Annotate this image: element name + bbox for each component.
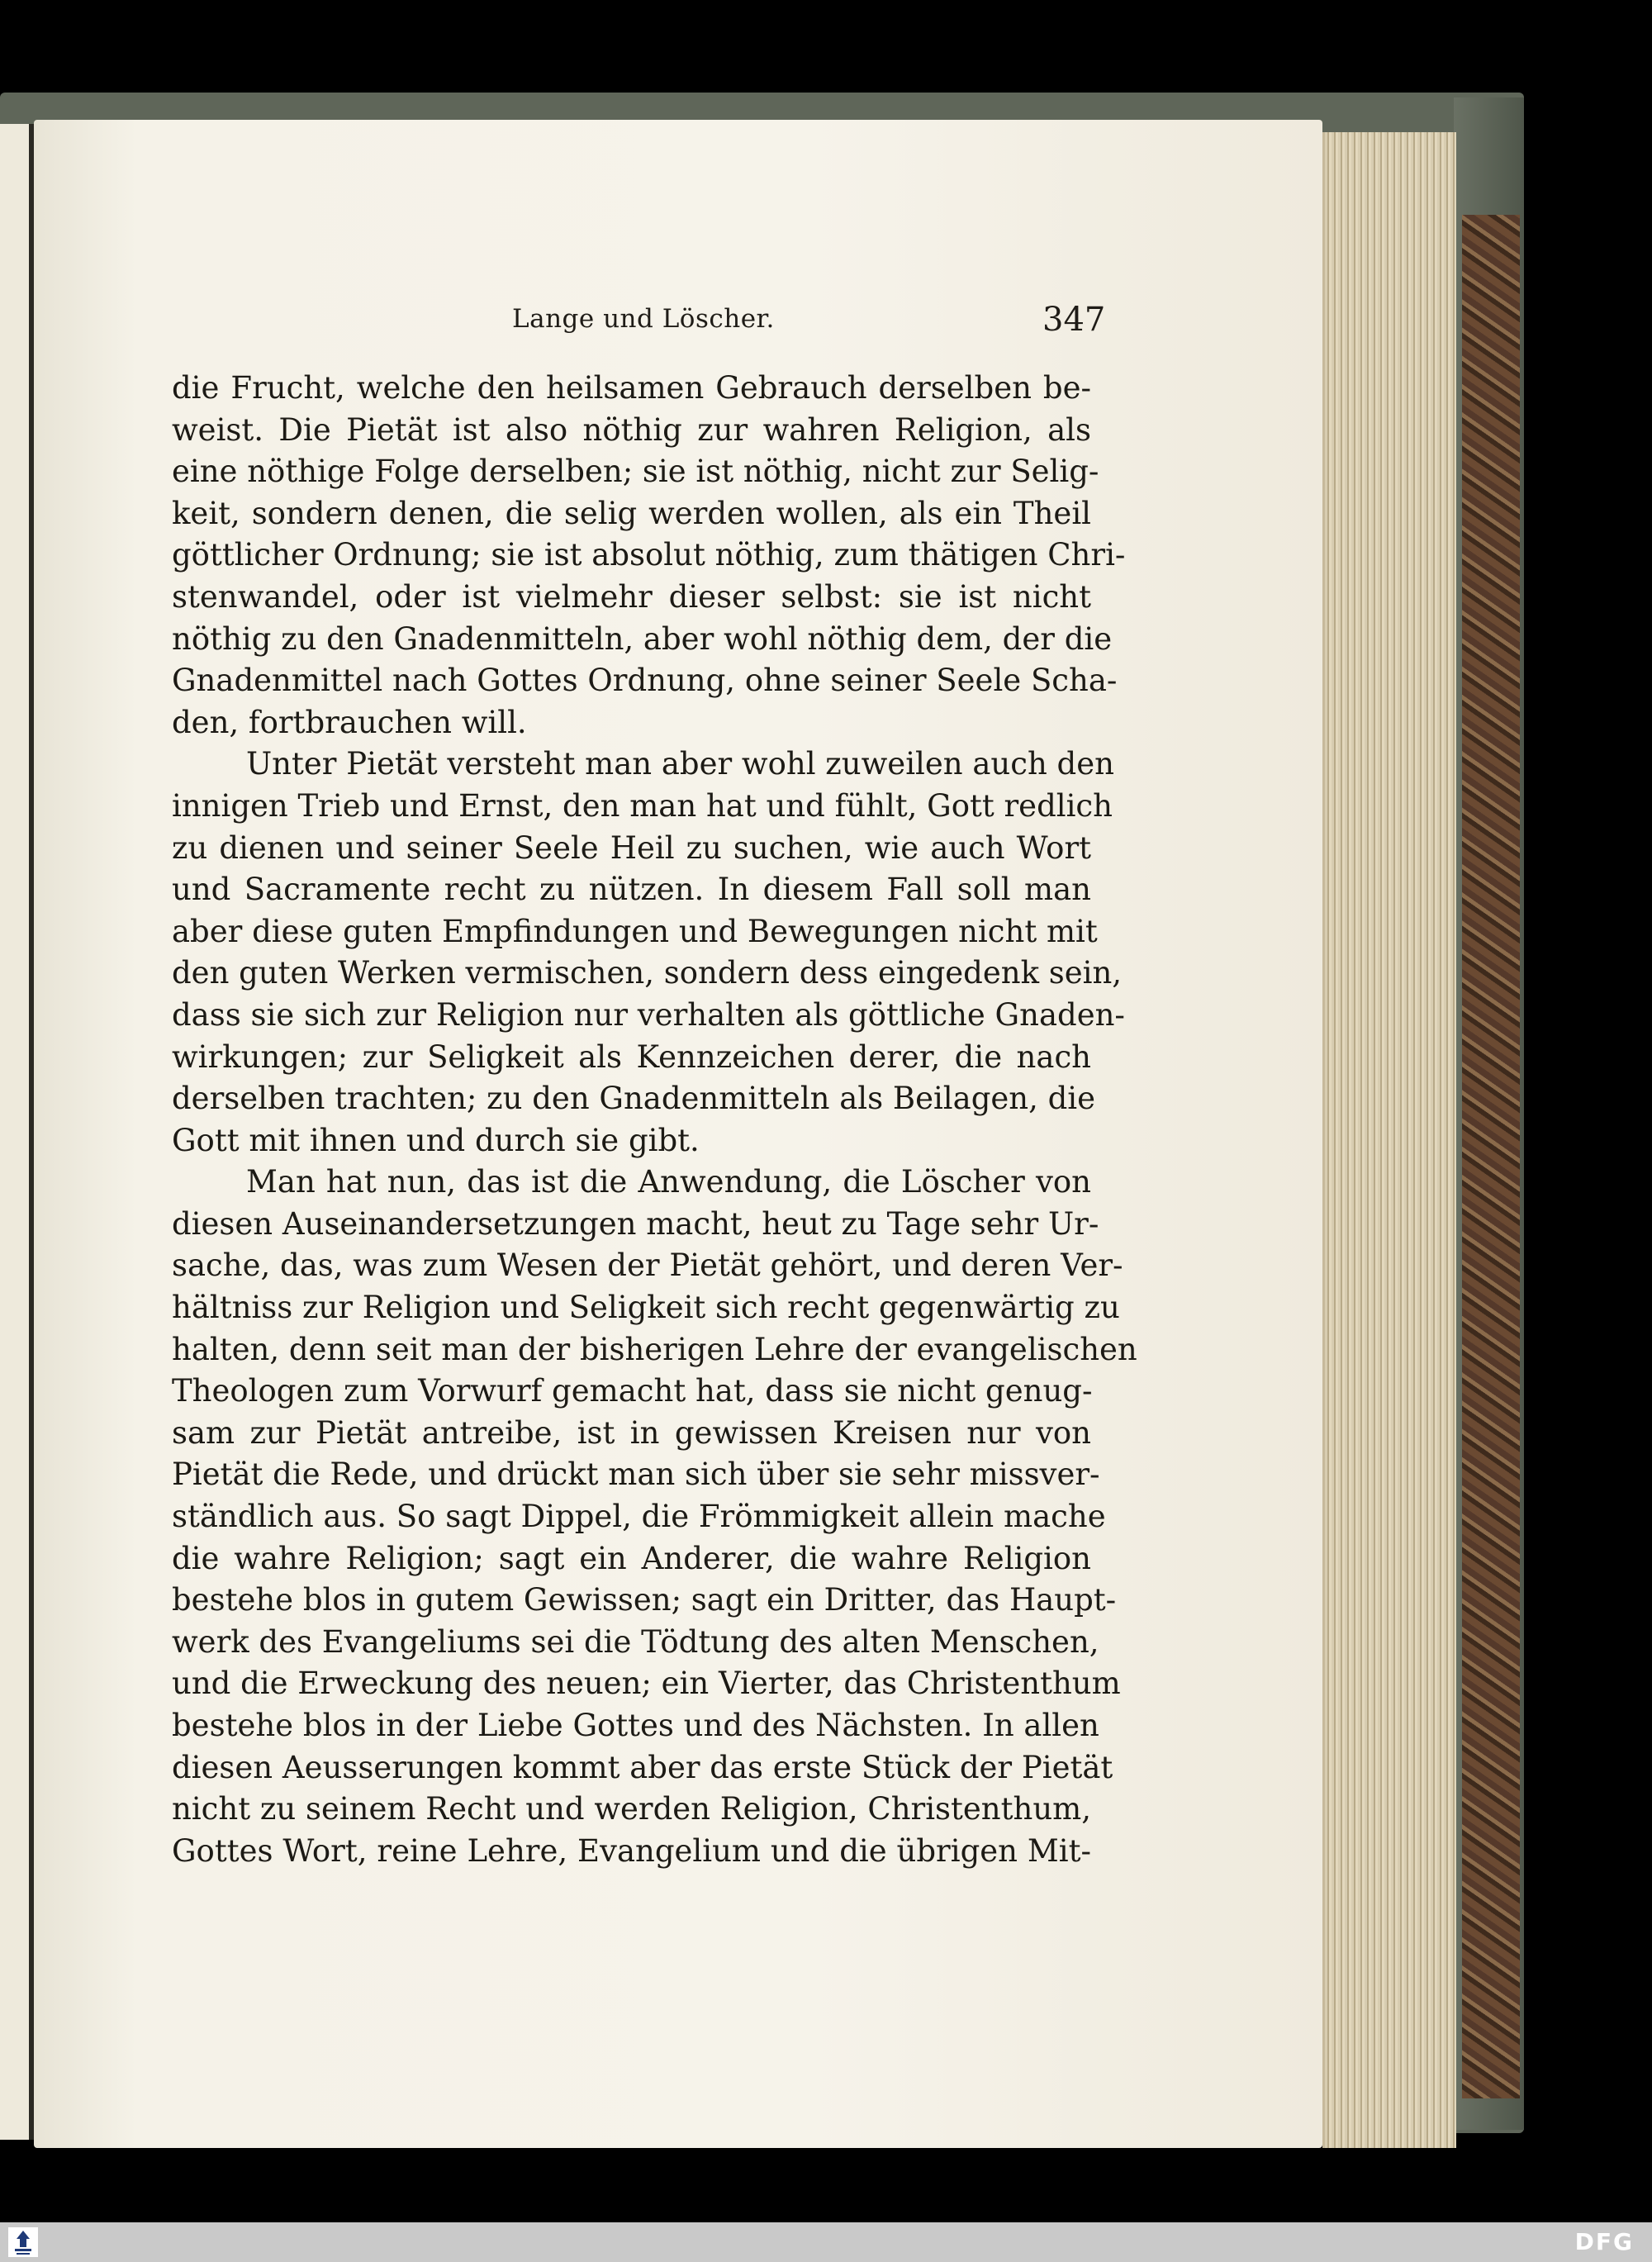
body-text — [172, 368, 1137, 1872]
text-line: wirkungen; zur Seligkeit als Kennzeichen derer, die nach — [172, 1038, 1091, 1075]
text-line: dass sie sich zur Religion nur verhalten als göttliche Gnaden- — [172, 996, 1125, 1033]
page-block-edges — [1322, 132, 1456, 2148]
dfg-label: DFG — [1574, 2228, 1634, 2255]
text-line: stenwandel, oder ist vielmehr dieser selbst: sie ist nicht — [172, 578, 1091, 615]
text-line: innigen Trieb und Ernst, den man hat und fühlt, Gott redlich — [172, 787, 1113, 824]
text-line: eine nöthige Folge derselben; sie ist nöthig, nicht zur Selig- — [172, 454, 1099, 490]
text-line: und die Erweckung des neuen; ein Vierter, das Christenthum — [172, 1666, 1121, 1702]
text-line: halten, denn seit man der bisherigen Lehre der evangelischen — [172, 1331, 1137, 1367]
text-line: und Sacramente recht zu nützen. In diesem Fall soll man — [172, 872, 1091, 908]
text-line: den, fortbrauchen will. — [172, 704, 527, 740]
page-number: 347 — [1042, 301, 1106, 339]
text-line: diesen Auseinandersetzungen macht, heut zu Tage sehr Ur- — [172, 1205, 1099, 1242]
text-line: die wahre Religion; sagt ein Anderer, die wahre Religion — [172, 1540, 1091, 1576]
text-line: Gott mit ihnen und durch sie gibt. — [172, 1122, 700, 1158]
text-line: weist. Die Pietät ist also nöthig zur wahren Religion, als — [172, 411, 1091, 448]
text-line: göttlicher Ordnung; sie ist absolut nöthig, zum thätigen Chri- — [172, 537, 1126, 573]
text-line: keit, sondern denen, die selig werden wollen, als ein Theil — [172, 495, 1091, 531]
text-line: sam zur Pietät antreibe, ist in gewissen Kreisen nur von — [172, 1414, 1091, 1451]
text-line: Gnadenmittel nach Gottes Ordnung, ohne seiner Seele Scha- — [172, 663, 1118, 699]
running-head: Lange und Löscher. — [512, 304, 775, 334]
text-line: bestehe blos in der Liebe Gottes und des Nächsten. In allen — [172, 1708, 1099, 1743]
text-line: Theologen zum Vorwurf gemacht hat, dass sie nicht genug- — [172, 1373, 1093, 1409]
marbled-endpaper — [1462, 215, 1520, 2098]
text-line: nicht zu seinem Recht und werden Religion, Christenthum, — [172, 1791, 1091, 1827]
facing-page-edge — [0, 124, 29, 2140]
text-line: Unter Pietät versteht man aber wohl zuweilen auch den — [246, 746, 1114, 782]
text-line: derselben trachten; zu den Gnadenmitteln als Beilagen, die — [172, 1081, 1096, 1117]
text-line: diesen Aeusserungen kommt aber das erste Stück der Pietät — [172, 1749, 1113, 1785]
text-line: Gottes Wort, reine Lehre, Evangelium und die übrigen Mit- — [172, 1832, 1091, 1869]
text-line: bestehe blos in gutem Gewissen; sagt ein Dritter, das Haupt- — [172, 1582, 1117, 1618]
text-line: ständlich aus. So sagt Dippel, die Frömmigkeit allein mache — [172, 1499, 1106, 1535]
viewer-footer-strip — [0, 2222, 1652, 2262]
text-line: hältniss zur Religion und Seligkeit sich recht gegenwärtig zu — [172, 1290, 1120, 1326]
text-line: sache, das, was zum Wesen der Pietät gehört, und deren Ver- — [172, 1247, 1123, 1284]
text-line: zu dienen und seiner Seele Heil zu suchen, wie auch Wort — [172, 829, 1091, 866]
text-line: Pietät die Rede, und drückt man sich über sie sehr missver- — [172, 1457, 1100, 1493]
text-line: die Frucht, welche den heilsamen Gebrauch derselben be- — [172, 370, 1091, 406]
library-logo-icon — [8, 2227, 38, 2257]
text-line: nöthig zu den Gnadenmitteln, aber wohl nöthig dem, der die — [172, 620, 1113, 657]
text-line: aber diese guten Empfindungen und Bewegungen nicht mit — [172, 913, 1098, 949]
text-line: Man hat nun, das ist die Anwendung, die Löscher von — [246, 1164, 1091, 1200]
text-line: werk des Evangeliums sei die Tödtung des alten Menschen, — [172, 1623, 1099, 1660]
text-line: den guten Werken vermischen, sondern dess eingedenk sein, — [172, 955, 1123, 991]
